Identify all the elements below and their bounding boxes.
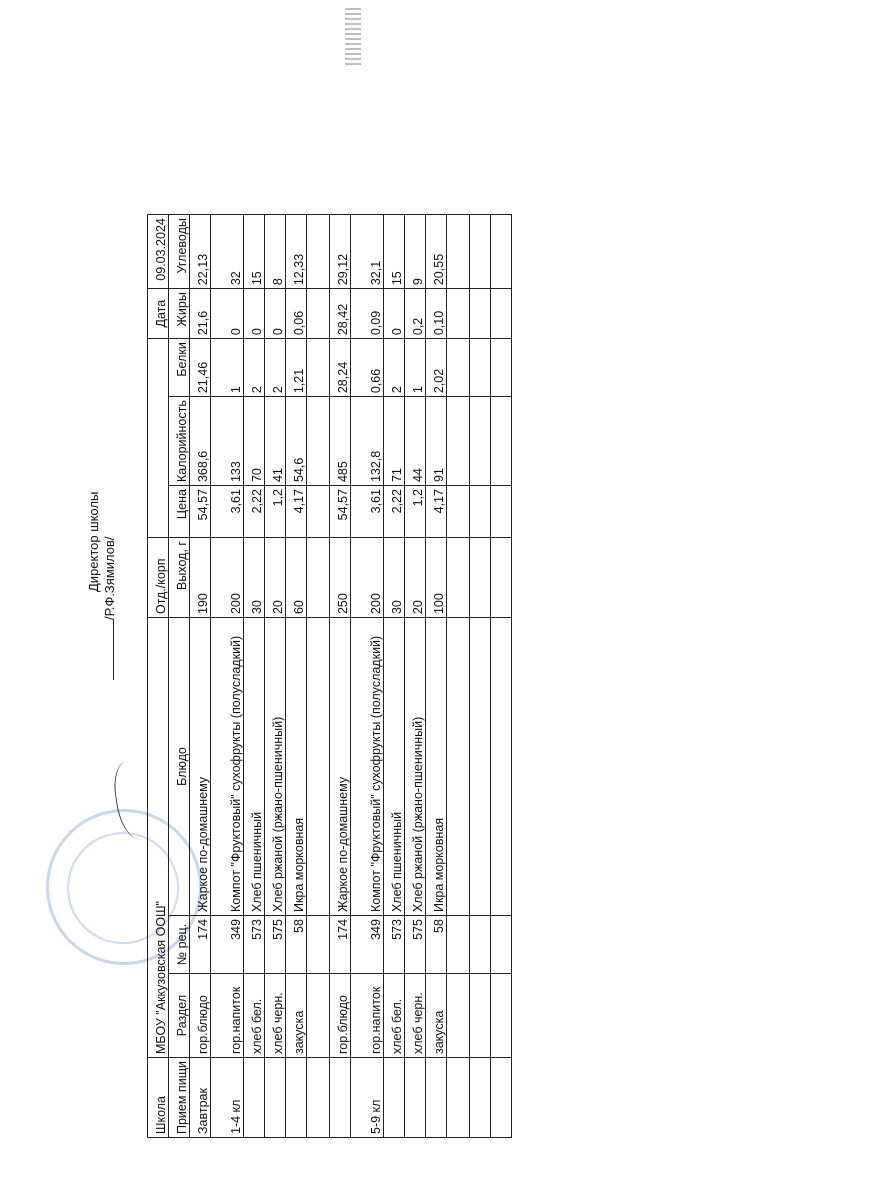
empty-row bbox=[491, 215, 512, 1138]
empty-cell bbox=[491, 618, 512, 916]
dish-cell: Жаркое по-домашнему bbox=[330, 618, 351, 916]
price-cell: 54,57 bbox=[190, 486, 211, 538]
column-header-fat: Жиры bbox=[169, 289, 190, 339]
fat-cell: 0 bbox=[265, 289, 286, 339]
protein-cell: 21,46 bbox=[190, 339, 211, 397]
columns-row bbox=[169, 215, 190, 1138]
recipe-cell: 58 bbox=[286, 916, 307, 974]
empty-cell bbox=[307, 289, 330, 339]
empty-cell bbox=[307, 974, 330, 1058]
dish-cell: Хлеб пшеничный bbox=[244, 618, 265, 916]
signature-line bbox=[113, 620, 114, 680]
director-approval bbox=[86, 492, 118, 680]
empty-cell bbox=[447, 974, 470, 1058]
column-header-kcal: Калорийность bbox=[169, 397, 190, 486]
kcal-cell: 132,8 bbox=[351, 397, 384, 486]
fat-cell: 28,42 bbox=[330, 289, 351, 339]
recipe-cell: 575 bbox=[265, 916, 286, 974]
weight-cell: 20 bbox=[265, 538, 286, 618]
recipe-cell: 174 bbox=[190, 916, 211, 974]
dept-value bbox=[148, 339, 169, 538]
weight-cell: 60 bbox=[286, 538, 307, 618]
recipe-cell: 349 bbox=[351, 916, 384, 974]
empty-cell bbox=[307, 486, 330, 538]
director-signature-line bbox=[102, 492, 118, 680]
empty-cell bbox=[470, 289, 491, 339]
kcal-cell: 54,6 bbox=[286, 397, 307, 486]
empty-row bbox=[447, 215, 470, 1138]
menu-row bbox=[190, 215, 211, 1138]
menu-row bbox=[211, 215, 244, 1138]
empty-cell bbox=[307, 339, 330, 397]
section-cell: закуска bbox=[286, 974, 307, 1058]
fat-cell: 0,10 bbox=[426, 289, 447, 339]
column-header-recipe: № рец. bbox=[169, 916, 190, 974]
empty-cell bbox=[447, 289, 470, 339]
protein-cell: 1,21 bbox=[286, 339, 307, 397]
dish-cell: Хлеб ржаной (ржано-пшеничный) bbox=[405, 618, 426, 916]
meal-cell bbox=[286, 1058, 307, 1138]
dish-cell: Хлеб пшеничный bbox=[384, 618, 405, 916]
menu-row bbox=[384, 215, 405, 1138]
price-cell: 1,2 bbox=[265, 486, 286, 538]
column-header-price: Цена bbox=[169, 486, 190, 538]
dish-cell: Компот "Фруктовый" сухофрукты (полусладкий) bbox=[211, 618, 244, 916]
weight-cell: 190 bbox=[190, 538, 211, 618]
section-cell: закуска bbox=[426, 974, 447, 1058]
section-cell: хлеб бел. bbox=[244, 974, 265, 1058]
meal-name: Завтрак bbox=[190, 1058, 211, 1138]
recipe-cell: 58 bbox=[426, 916, 447, 974]
section-cell: гор.напиток bbox=[211, 974, 244, 1058]
menu-row bbox=[286, 215, 307, 1138]
dish-cell: Компот "Фруктовый" сухофрукты (полусладкий) bbox=[351, 618, 384, 916]
column-header-carbs: Углеводы bbox=[169, 215, 190, 289]
dept-label: Отд./корп bbox=[148, 538, 169, 618]
carbs-cell: 29,12 bbox=[330, 215, 351, 289]
menu-row bbox=[244, 215, 265, 1138]
carbs-cell: 32,1 bbox=[351, 215, 384, 289]
empty-cell bbox=[470, 916, 491, 974]
recipe-cell: 174 bbox=[330, 916, 351, 974]
weight-cell: 200 bbox=[351, 538, 384, 618]
group-label: 5-9 кл bbox=[351, 1058, 384, 1138]
empty-cell bbox=[447, 486, 470, 538]
price-cell: 4,17 bbox=[426, 486, 447, 538]
column-header-dish: Блюдо bbox=[169, 618, 190, 916]
header-row bbox=[148, 215, 169, 1138]
column-header-meal: Прием пищи bbox=[169, 1058, 190, 1138]
section-cell: хлеб черн. bbox=[405, 974, 426, 1058]
fat-cell: 0,09 bbox=[351, 289, 384, 339]
kcal-cell: 41 bbox=[265, 397, 286, 486]
column-header-weight: Выход, г bbox=[169, 538, 190, 618]
column-header-section: Раздел bbox=[169, 974, 190, 1058]
empty-cell bbox=[491, 486, 512, 538]
empty-cell bbox=[447, 339, 470, 397]
price-cell: 4,17 bbox=[286, 486, 307, 538]
empty-cell bbox=[491, 339, 512, 397]
price-cell: 1,2 bbox=[405, 486, 426, 538]
meal-cell bbox=[265, 1058, 286, 1138]
price-cell: 54,57 bbox=[330, 486, 351, 538]
empty-cell bbox=[447, 215, 470, 289]
kcal-cell: 70 bbox=[244, 397, 265, 486]
protein-cell: 2 bbox=[244, 339, 265, 397]
empty-row bbox=[470, 215, 491, 1138]
empty-cell bbox=[447, 618, 470, 916]
carbs-cell: 20,55 bbox=[426, 215, 447, 289]
kcal-cell: 91 bbox=[426, 397, 447, 486]
section-cell: хлеб черн. bbox=[265, 974, 286, 1058]
fat-cell: 0 bbox=[244, 289, 265, 339]
meal-cell bbox=[384, 1058, 405, 1138]
empty-cell bbox=[307, 215, 330, 289]
empty-cell bbox=[491, 1058, 512, 1138]
recipe-cell: 573 bbox=[244, 916, 265, 974]
fat-cell: 21,6 bbox=[190, 289, 211, 339]
director-title: Директор школы bbox=[86, 491, 101, 592]
dish-cell: Хлеб ржаной (ржано-пшеничный) bbox=[265, 618, 286, 916]
date-value: 09.03.2024 bbox=[148, 215, 169, 289]
section-cell: хлеб бел. bbox=[384, 974, 405, 1058]
empty-cell bbox=[447, 1058, 470, 1138]
empty-cell bbox=[307, 1058, 330, 1138]
weight-cell: 30 bbox=[244, 538, 265, 618]
menu-row bbox=[405, 215, 426, 1138]
empty-cell bbox=[447, 538, 470, 618]
price-cell: 2,22 bbox=[244, 486, 265, 538]
carbs-cell: 22,13 bbox=[190, 215, 211, 289]
protein-cell: 2 bbox=[384, 339, 405, 397]
empty-cell bbox=[307, 538, 330, 618]
recipe-cell: 575 bbox=[405, 916, 426, 974]
meal-cell bbox=[330, 1058, 351, 1138]
menu-table bbox=[147, 214, 512, 1138]
price-cell: 3,61 bbox=[211, 486, 244, 538]
weight-cell: 250 bbox=[330, 538, 351, 618]
carbs-cell: 9 bbox=[405, 215, 426, 289]
column-header-protein: Белки bbox=[169, 339, 190, 397]
empty-cell bbox=[307, 618, 330, 916]
dish-cell: Жаркое по-домашнему bbox=[190, 618, 211, 916]
meal-cell bbox=[244, 1058, 265, 1138]
fat-cell: 0,06 bbox=[286, 289, 307, 339]
weight-cell: 30 bbox=[384, 538, 405, 618]
dish-cell: Икра морковная bbox=[426, 618, 447, 916]
empty-cell bbox=[470, 215, 491, 289]
price-cell: 3,61 bbox=[351, 486, 384, 538]
carbs-cell: 32 bbox=[211, 215, 244, 289]
protein-cell: 28,24 bbox=[330, 339, 351, 397]
carbs-cell: 15 bbox=[384, 215, 405, 289]
empty-cell bbox=[491, 397, 512, 486]
carbs-cell: 12,33 bbox=[286, 215, 307, 289]
empty-cell bbox=[491, 289, 512, 339]
scan-artifact bbox=[345, 5, 361, 65]
section-cell: гор.напиток bbox=[351, 974, 384, 1058]
section-cell: гор.блюдо bbox=[190, 974, 211, 1058]
empty-cell bbox=[470, 538, 491, 618]
carbs-cell: 8 bbox=[265, 215, 286, 289]
weight-cell: 100 bbox=[426, 538, 447, 618]
director-name: /Р.Ф.Зямилов/ bbox=[102, 536, 117, 620]
meal-cell bbox=[426, 1058, 447, 1138]
empty-cell bbox=[307, 397, 330, 486]
kcal-cell: 485 bbox=[330, 397, 351, 486]
protein-cell: 1 bbox=[211, 339, 244, 397]
school-label: Школа bbox=[148, 1058, 169, 1138]
empty-cell bbox=[307, 916, 330, 974]
meal-cell bbox=[405, 1058, 426, 1138]
price-cell: 2,22 bbox=[384, 486, 405, 538]
empty-cell bbox=[447, 397, 470, 486]
weight-cell: 20 bbox=[405, 538, 426, 618]
empty-cell bbox=[470, 339, 491, 397]
fat-cell: 0 bbox=[211, 289, 244, 339]
section-cell: гор.блюдо bbox=[330, 974, 351, 1058]
menu-row bbox=[265, 215, 286, 1138]
empty-cell bbox=[470, 618, 491, 916]
fat-cell: 0,2 bbox=[405, 289, 426, 339]
carbs-cell: 15 bbox=[244, 215, 265, 289]
date-label: Дата bbox=[148, 289, 169, 339]
empty-cell bbox=[447, 916, 470, 974]
menu-row bbox=[330, 215, 351, 1138]
protein-cell: 1 bbox=[405, 339, 426, 397]
recipe-cell: 573 bbox=[384, 916, 405, 974]
weight-cell: 200 bbox=[211, 538, 244, 618]
protein-cell: 2,02 bbox=[426, 339, 447, 397]
dish-cell: Икра морковная bbox=[286, 618, 307, 916]
empty-cell bbox=[491, 215, 512, 289]
protein-cell: 2 bbox=[265, 339, 286, 397]
school-name: МБОУ "Аккузовская ООШ" bbox=[148, 618, 169, 1058]
empty-cell bbox=[491, 974, 512, 1058]
empty-cell bbox=[470, 486, 491, 538]
kcal-cell: 368,6 bbox=[190, 397, 211, 486]
group-label: 1-4 кл bbox=[211, 1058, 244, 1138]
protein-cell: 0,66 bbox=[351, 339, 384, 397]
kcal-cell: 44 bbox=[405, 397, 426, 486]
kcal-cell: 71 bbox=[384, 397, 405, 486]
kcal-cell: 133 bbox=[211, 397, 244, 486]
empty-cell bbox=[470, 397, 491, 486]
fat-cell: 0 bbox=[384, 289, 405, 339]
menu-row bbox=[426, 215, 447, 1138]
empty-row bbox=[307, 215, 330, 1138]
menu-row bbox=[351, 215, 384, 1138]
empty-cell bbox=[470, 974, 491, 1058]
empty-cell bbox=[470, 1058, 491, 1138]
empty-cell bbox=[491, 538, 512, 618]
empty-cell bbox=[491, 916, 512, 974]
recipe-cell: 349 bbox=[211, 916, 244, 974]
